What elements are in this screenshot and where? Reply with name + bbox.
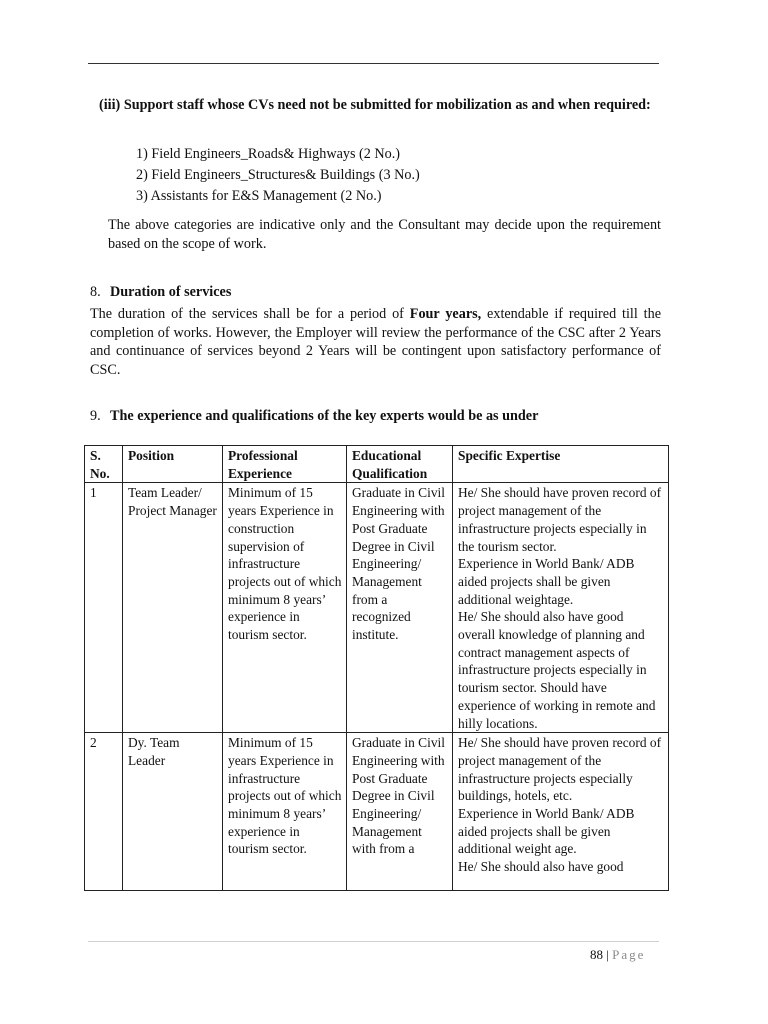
list-item: 3) Assistants for E&S Management (2 No.) bbox=[136, 188, 382, 204]
key-experts-table bbox=[84, 445, 669, 891]
cell-sno: 1 bbox=[85, 483, 123, 733]
header-sno: S. No. bbox=[85, 446, 123, 483]
section-number: 9. bbox=[90, 408, 101, 424]
page-separator: | bbox=[606, 947, 609, 962]
list-item: 1) Field Engineers_Roads& Highways (2 No.) bbox=[136, 146, 401, 162]
table-row bbox=[85, 733, 669, 891]
cell-education: Graduate in Civil Engineering with Post Graduate Degree in Civil Engineering/ Management from a recognized institute. bbox=[347, 483, 453, 733]
cell-position: Dy. Team Leader bbox=[123, 733, 223, 891]
duration-text-start: The duration of the services shall be for a period of bbox=[90, 306, 410, 322]
table-header-row bbox=[85, 446, 669, 483]
section-9-heading bbox=[90, 407, 661, 426]
section-title: The experience and qualifications of the key experts would be as under bbox=[110, 408, 539, 424]
duration-period: Four years, bbox=[409, 306, 482, 322]
cell-sno: 2 bbox=[85, 733, 123, 891]
page-footer bbox=[590, 946, 645, 964]
duration-text-end: extendable if required till the completion of works. However, the Employer will review the performance of the CSC after 2 Years and continuance of services beyond 2 Years will be contingent upon satisfactory performance of CSC. bbox=[90, 306, 661, 378]
header-position: Position bbox=[123, 446, 223, 483]
header-experience: Professional Experience bbox=[223, 446, 347, 483]
header-rule bbox=[88, 63, 659, 64]
page-number: 88 bbox=[590, 947, 603, 962]
section-title: Duration of services bbox=[110, 284, 232, 300]
page-label: Page bbox=[612, 947, 646, 962]
header-expertise: Specific Expertise bbox=[453, 446, 669, 483]
duration-paragraph bbox=[90, 305, 661, 379]
header-education: Educational Qualification bbox=[347, 446, 453, 483]
cell-expertise: He/ She should have proven record of project management of the infrastructure projects especially buildings, hotels, etc. Experience in World Bank/ ADB aided projects shall be given additional weight age. He/ She should also have good bbox=[453, 733, 669, 891]
support-staff-list bbox=[136, 144, 656, 207]
cell-position: Team Leader/ Project Manager bbox=[123, 483, 223, 733]
table-row bbox=[85, 483, 669, 733]
cell-experience: Minimum of 15 years Experience in infrastructure projects out of which minimum 8 years’ experience in tourism sector. bbox=[223, 733, 347, 891]
list-item: 2) Field Engineers_Structures& Buildings (3 No.) bbox=[136, 167, 420, 183]
support-staff-heading: (iii) Support staff whose CVs need not be submitted for mobilization as and when required: bbox=[99, 97, 651, 113]
indicative-note: The above categories are indicative only and the Consultant may decide upon the requirement based on the scope of work. bbox=[108, 217, 661, 252]
footer-rule bbox=[88, 941, 659, 942]
section-number: 8. bbox=[90, 284, 101, 300]
cell-education: Graduate in Civil Engineering with Post Graduate Degree in Civil Engineering/ Management with from a bbox=[347, 733, 453, 891]
cell-expertise: He/ She should have proven record of project management of the infrastructure projects especially in the tourism sector. Experience in World Bank/ ADB aided projects shall be given additional weightage. He/ She should also have good overall knowledge of planning and contract management aspects of infrastructure projects especially in tourism sector. Should have experience of working in remote and hilly locations. bbox=[453, 483, 669, 733]
cell-experience: Minimum of 15 years Experience in construction supervision of infrastructure projects out of which minimum 8 years’ experience in tourism sector. bbox=[223, 483, 347, 733]
section-8-heading bbox=[90, 283, 661, 302]
